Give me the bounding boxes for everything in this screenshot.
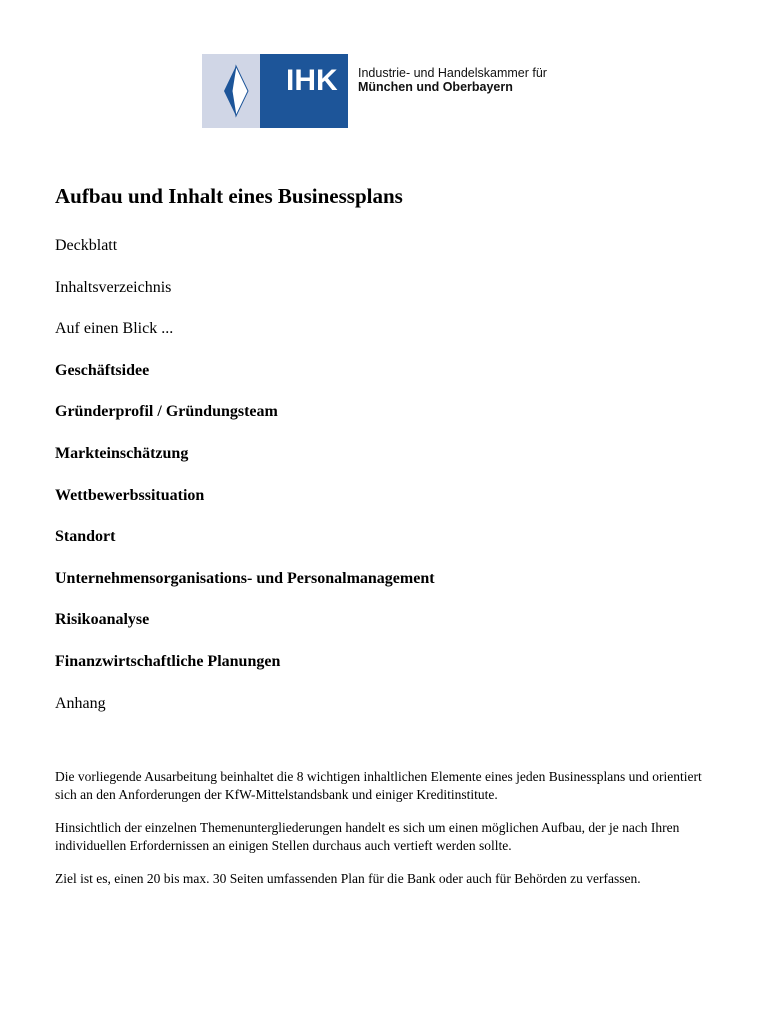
logo-org-name bbox=[358, 66, 547, 94]
document-title: Aufbau und Inhalt eines Businessplans bbox=[55, 184, 403, 208]
section-list bbox=[55, 235, 435, 734]
section-item: Deckblatt bbox=[55, 237, 118, 254]
section-item: Auf einen Blick ... bbox=[55, 320, 174, 338]
section-item: Risikoanalyse bbox=[55, 611, 150, 629]
section-item: Anhang bbox=[55, 694, 106, 712]
section-item: Gründerprofil / Gründungsteam bbox=[55, 403, 278, 421]
note-paragraph: Ziel ist es, einen 20 bis max. 30 Seiten umfassenden Plan für die Bank oder auch für Behörden zu verfassen. bbox=[55, 871, 641, 886]
logo-org-line-1: Industrie- und Handelskammer für bbox=[358, 66, 547, 80]
note-paragraph: Hinsichtlich der einzelnen Themenuntergliederungen handelt es sich um einen möglichen Aufbau, der je nach Ihren individuellen Erfordernissen an einigen Stellen durchaus auch vertieft werden sollte. bbox=[55, 820, 680, 853]
explanatory-notes bbox=[55, 768, 705, 904]
section-item: Finanzwirtschaftliche Planungen bbox=[55, 652, 281, 670]
diamond-icon bbox=[202, 54, 260, 128]
section-item: Wettbewerbssituation bbox=[55, 486, 205, 504]
section-item: Standort bbox=[55, 528, 116, 546]
logo-org-line-2: München und Oberbayern bbox=[358, 80, 513, 94]
section-item: Inhaltsverzeichnis bbox=[55, 278, 172, 296]
section-item: Geschäftsidee bbox=[55, 361, 150, 379]
note-paragraph: Die vorliegende Ausarbeitung beinhaltet die 8 wichtigen inhaltlichen Elemente eines jeden Businessplans und orientiert sich an den Anforderungen der KfW-Mittelstandsbank und einiger Kreditinstitute. bbox=[55, 769, 702, 802]
logo-abbreviation: IHK bbox=[286, 64, 338, 97]
ihk-logo bbox=[202, 54, 552, 128]
section-item: Unternehmensorganisations- und Personalmanagement bbox=[55, 569, 435, 587]
section-item: Markteinschätzung bbox=[55, 444, 189, 462]
